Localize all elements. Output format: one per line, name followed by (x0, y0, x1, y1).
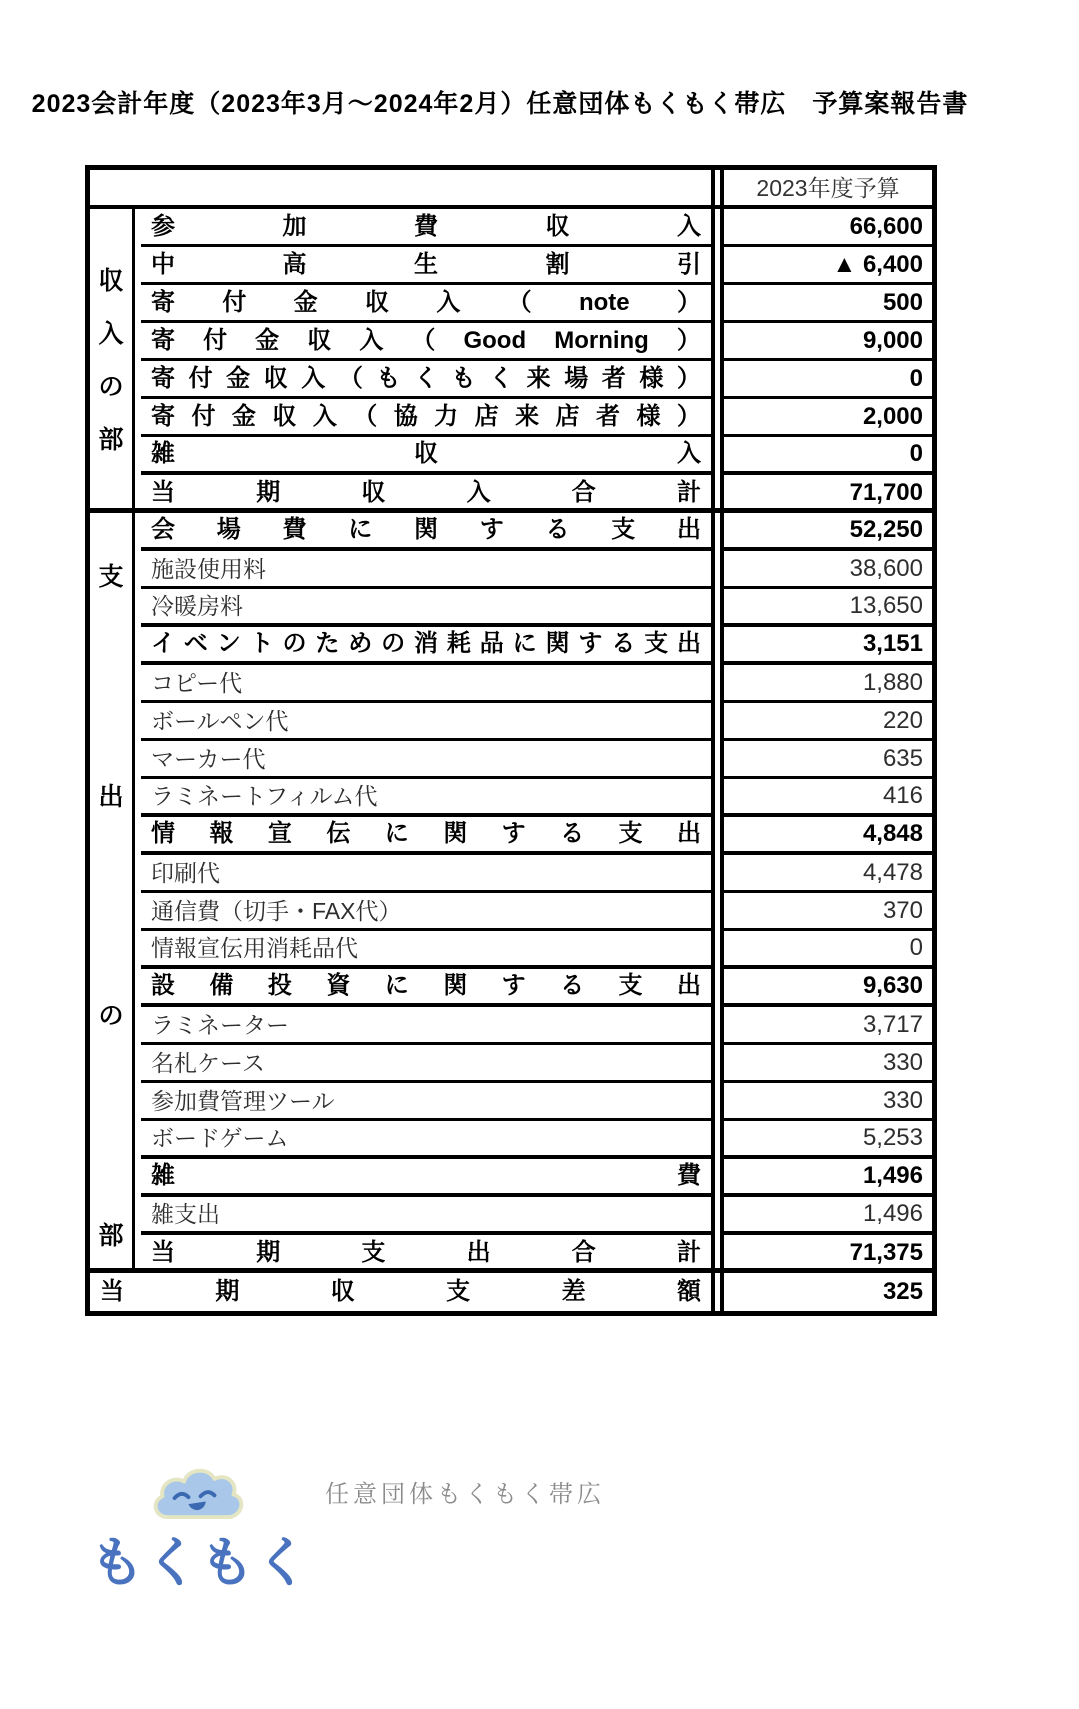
row-value: 0 (724, 361, 932, 399)
value-column-header: 2023年度予算 (756, 175, 900, 201)
sidebar-char: 入 (98, 320, 124, 348)
row-label: 情報宣伝用消耗品代 (141, 931, 711, 969)
column-divider (711, 170, 724, 1311)
row-label: 名札ケース (141, 1045, 711, 1083)
row-label: ボードゲーム (141, 1121, 711, 1159)
row-label: コピー代 (141, 665, 711, 703)
row-label: 設 備 投 資 に 関 す る 支 出 (141, 969, 711, 1007)
row-value: 71,700 (724, 475, 932, 513)
row-value: 1,496 (724, 1197, 932, 1235)
row-label: イ ベ ン ト の た め の 消 耗 品 に 関 す る 支 出 (141, 627, 711, 665)
row-label: 冷暖房料 (141, 589, 711, 627)
row-label: 寄 付 金 収 入 （ note ） (141, 285, 711, 323)
row-label: ラミネーター (141, 1007, 711, 1045)
row-value: 9,630 (724, 969, 932, 1007)
row-label: 当 期 支 出 合 計 (141, 1235, 711, 1273)
row-label: 当 期 収 入 合 計 (141, 475, 711, 513)
row-label: ボールペン代 (141, 703, 711, 741)
row-label: 雑 費 (141, 1159, 711, 1197)
budget-table (85, 165, 937, 1316)
sidebar-char: 部 (98, 1221, 124, 1250)
row-value: 0 (724, 931, 932, 969)
row-label: 寄 付 金 収 入 （ 協 力 店 来 店 者 様 ） (141, 399, 711, 437)
row-label: 雑 収 入 (141, 437, 711, 475)
row-value: 66,600 (724, 209, 932, 247)
row-value: 500 (724, 285, 932, 323)
sidebar-char: の (98, 373, 124, 401)
row-label: 通信費（切手・FAX代） (141, 893, 711, 931)
row-label: ラミネートフィルム代 (141, 779, 711, 817)
row-value: 1,880 (724, 665, 932, 703)
row-label: マーカー代 (141, 741, 711, 779)
page-title: 2023会計年度（2023年3月〜2024年2月）任意団体もくもく帯広 予算案報告書 (31, 90, 969, 118)
row-label: 当 期 収 支 差 額 (100, 1278, 701, 1305)
row-value: 4,478 (724, 855, 932, 893)
org-logo (88, 1458, 328, 1598)
sidebar-char: の (98, 1002, 124, 1031)
row-label: 会 場 費 に 関 す る 支 出 (141, 513, 711, 551)
row-label: 参 加 費 収 入 (141, 209, 711, 247)
row-value: 13,650 (724, 589, 932, 627)
row-value: 325 (882, 1278, 923, 1305)
sidebar-char: 部 (98, 426, 124, 454)
row-value: 9,000 (724, 323, 932, 361)
row-value: 635 (724, 741, 932, 779)
row-label: 施設使用料 (141, 551, 711, 589)
row-value: 330 (724, 1045, 932, 1083)
row-label: 寄 付 金 収 入 （ も く も く 来 場 者 様 ） (141, 361, 711, 399)
row-label: 中 高 生 割 引 (141, 247, 711, 285)
row-value: 330 (724, 1083, 932, 1121)
row-value: 1,496 (724, 1159, 932, 1197)
sidebar-char: 出 (98, 782, 124, 811)
sidebar-income-section (90, 209, 135, 513)
row-value: 370 (724, 893, 932, 931)
row-value: 416 (724, 779, 932, 817)
row-value: 71,375 (724, 1235, 932, 1273)
row-value: 2,000 (724, 399, 932, 437)
row-value: 38,600 (724, 551, 932, 589)
row-value: 3,717 (724, 1007, 932, 1045)
row-label: 寄 付 金 収 入 （ Good Morning ） (141, 323, 711, 361)
row-label: 雑支出 (141, 1197, 711, 1235)
row-value: 4,848 (724, 817, 932, 855)
row-value: 52,250 (724, 513, 932, 551)
row-label: 印刷代 (141, 855, 711, 893)
sidebar-char: 支 (98, 563, 124, 591)
row-value: 0 (724, 437, 932, 475)
row-value: 5,253 (724, 1121, 932, 1159)
row-value: 3,151 (724, 627, 932, 665)
footer-org-name: 任意団体もくもく帯広 (325, 1481, 605, 1508)
sidebar-expense-section (90, 513, 135, 1273)
sidebar-char: 収 (98, 267, 124, 295)
row-label: 参加費管理ツール (141, 1083, 711, 1121)
logo-text: もくもく (90, 1533, 310, 1593)
row-value: ▲ 6,400 (724, 247, 932, 285)
header-empty-cell (90, 170, 711, 209)
row-value: 220 (724, 703, 932, 741)
row-label: 情 報 宣 伝 に 関 す る 支 出 (141, 817, 711, 855)
